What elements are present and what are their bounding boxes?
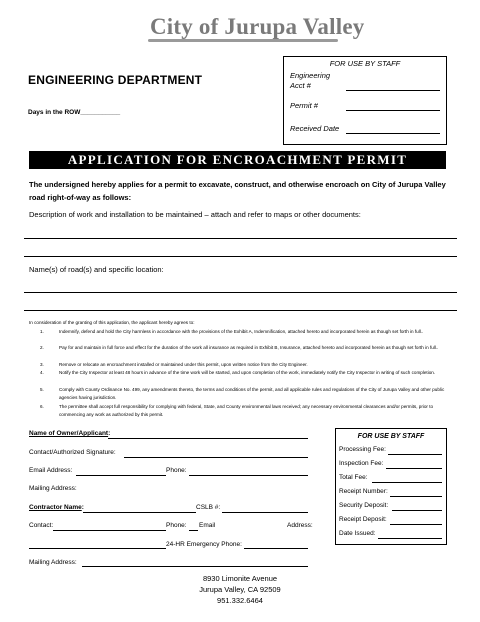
application-banner: APPLICATION FOR ENCROACHMENT PERMIT <box>29 151 446 169</box>
phone2-field[interactable] <box>189 530 198 531</box>
date-issued-field[interactable] <box>378 538 442 539</box>
condition-text: Indemnify, defend and hold the City harmless in accordance with the provisions of the Exhibit A, Indemnification, attached hereto and incorporated herein as though set forth in full.. <box>59 329 424 334</box>
receipt-deposit-field[interactable] <box>390 524 442 525</box>
footer-city: Jurupa Valley, CA 92509 <box>199 585 281 594</box>
contact-field[interactable] <box>53 530 166 531</box>
department-title: ENGINEERING DEPARTMENT <box>28 73 203 87</box>
contact-label: Contact: <box>29 522 54 529</box>
security-deposit-label: Security Deposit: <box>339 502 389 509</box>
total-fee-field[interactable] <box>372 482 442 483</box>
condition-number: 5. <box>40 387 44 392</box>
processing-fee-field[interactable] <box>388 454 442 455</box>
phone2-label: Phone: <box>166 522 187 529</box>
roads-label: Name(s) of road(s) and specific location: <box>29 265 164 274</box>
condition-item <box>40 403 452 419</box>
intro-text: The undersigned hereby applies for a permit to excavate, construct, and otherwise encroach on City of Jurupa Valley road right-of-way as follows: <box>29 180 446 202</box>
receipt-number-label: Receipt Number: <box>339 488 388 495</box>
permit-field[interactable] <box>346 110 440 111</box>
consideration-text: In consideration of the granting of this application, the applicant hereby agrees to: <box>29 320 195 325</box>
condition-number: 6. <box>40 404 44 409</box>
received-date-label: Received Date <box>290 124 340 133</box>
condition-number: 4. <box>40 370 44 375</box>
mailing-address2-label: Mailing Address: <box>29 559 77 566</box>
logo-swoosh <box>148 39 338 42</box>
receipt-deposit-label: Receipt Deposit: <box>339 516 387 523</box>
received-date-field[interactable] <box>346 133 440 134</box>
processing-fee-label: Processing Fee: <box>339 446 386 453</box>
description-line-1[interactable] <box>24 238 457 239</box>
city-logo: City of Jurupa Valley <box>150 14 365 39</box>
contractor-name-field[interactable] <box>83 512 196 513</box>
date-issued-label: Date Issued: <box>339 530 376 537</box>
condition-text: Remove or relocate an encroachment installed or maintained under this permit, upon written notice from the City Engineer. <box>59 362 308 367</box>
signature-label: Contact/Authorized Signature: <box>29 449 116 456</box>
address-label: Address: <box>287 522 313 529</box>
staff-box-title: FOR USE BY STAFF <box>357 433 425 440</box>
phone-label: Phone: <box>166 467 187 474</box>
owner-label-text: Name of Owner/Applicant <box>29 430 109 437</box>
condition-text: Notify the City Inspector at least 48 hours in advance of the time work will be started, and upon completion of the work, immediately notify the City Inspector in writing of such completion. <box>59 370 436 375</box>
description-label: Description of work and installation to be maintained – attach and refer to maps or other documents: <box>29 210 361 219</box>
permit-label: Permit # <box>290 101 318 110</box>
inspection-fee-field[interactable] <box>386 468 442 469</box>
receipt-number-field[interactable] <box>390 496 442 497</box>
mailing-address-label: Mailing Address: <box>29 485 77 492</box>
footer-phone: 951.332.6464 <box>217 596 263 605</box>
condition-item <box>40 328 452 344</box>
signature-field[interactable] <box>124 457 308 458</box>
engineering-label: Engineering <box>290 71 331 80</box>
inspection-fee-label: Inspection Fee: <box>339 460 384 467</box>
condition-item <box>40 344 452 360</box>
condition-item <box>40 386 452 402</box>
condition-item <box>40 369 452 385</box>
condition-number: 3. <box>40 362 44 367</box>
footer-street: 8930 Limonite Avenue <box>202 574 278 583</box>
security-deposit-field[interactable] <box>392 510 442 511</box>
roads-line-2[interactable] <box>24 310 457 311</box>
description-line-2[interactable] <box>24 256 457 257</box>
roads-line-1[interactable] <box>24 292 457 293</box>
staff-use-box-top <box>283 56 447 145</box>
phone-field[interactable] <box>189 475 308 476</box>
acct-field[interactable] <box>346 90 440 91</box>
emergency-phone-field[interactable] <box>244 548 308 549</box>
condition-text: The permittee shall accept full responsibility for complying with federal, State, and County environmental laws received; any necessary environmental clearances and/or permits, prior to commencing any work as authorized by this permit. <box>59 404 434 417</box>
total-fee-label: Total Fee: <box>339 474 368 481</box>
staff-use-box-bottom <box>335 428 447 545</box>
days-in-row-field[interactable]: Days in the ROW___________ <box>28 109 121 116</box>
owner-applicant-label <box>29 430 110 437</box>
emergency-phone-label: 24-HR Emergency Phone: <box>166 541 242 548</box>
email-label: Email Address: <box>29 467 73 474</box>
contractor-name-label <box>29 504 84 511</box>
condition-text: Pay for and maintain in full force and effect for the duration of the work all insurance as required in Exhibit B, Insurance, attached hereto and incorporated herein as though set forth in full.. <box>59 345 439 350</box>
staff-box-title: FOR USE BY STAFF <box>329 59 401 68</box>
cslb-label: CSLB #: <box>196 504 221 511</box>
email-field[interactable] <box>76 475 166 476</box>
condition-number: 1. <box>40 329 44 334</box>
contractor-label-colon: : <box>81 504 84 511</box>
cslb-field[interactable] <box>222 512 308 513</box>
owner-label-colon: : <box>108 430 111 437</box>
email2-label: Email <box>199 522 216 529</box>
acct-label: Acct # <box>290 81 311 90</box>
contractor-label-text: Contractor Name <box>29 504 82 511</box>
condition-text: Comply with County Ordinance No. 499, any amendments thereto, the terms and conditions of the permit, and all applicable rules and regulations of the City of Jurupa Valley and other public agencies having jurisdiction. <box>59 387 445 400</box>
mailing-address2-field[interactable] <box>82 566 308 567</box>
condition-number: 2. <box>40 345 44 350</box>
address-field[interactable] <box>29 548 166 549</box>
owner-applicant-field[interactable] <box>108 438 308 439</box>
